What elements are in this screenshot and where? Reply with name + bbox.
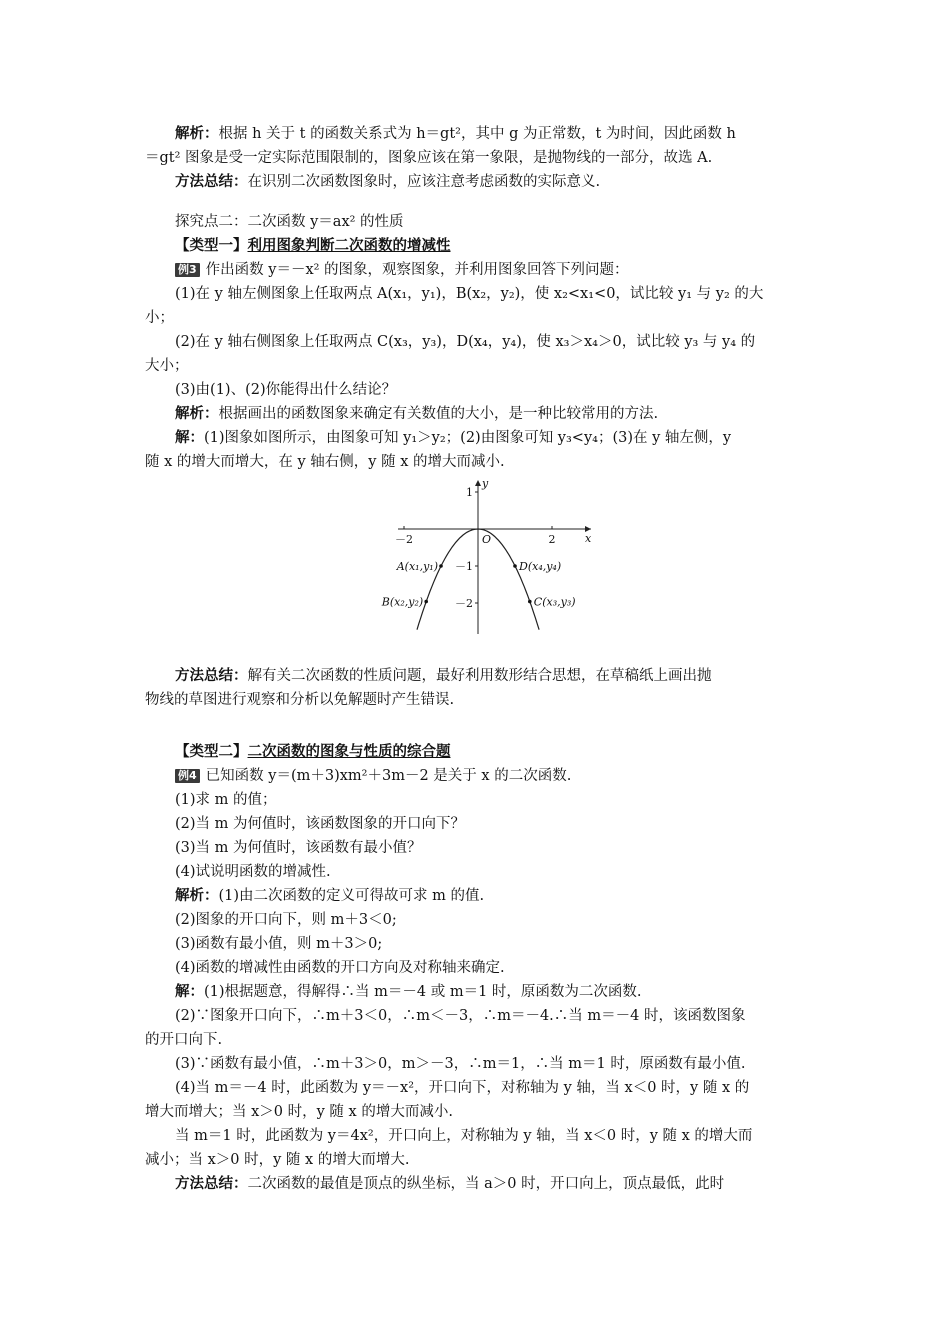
y-tick-label: －1	[455, 560, 473, 573]
section-heading: 探究点二：二次函数 y＝ax² 的性质	[175, 214, 404, 230]
example-prompt: 例4 已知函数 y＝(m＋3)xm²＋3m－2 是关于 x 的二次函数.	[145, 764, 810, 788]
text-line: (2)当 m 为何值时，该函数图象的开口向下？	[175, 816, 466, 832]
data-point	[439, 564, 443, 568]
example-badge: 例3	[175, 263, 200, 277]
type-heading: 【类型一】利用图象判断二次函数的增减性	[175, 237, 451, 254]
text-line: ＝gt² 图象是受一定实际范围限制的，图象应该在第一象限，是抛物线的一部分，故选 A.	[145, 150, 713, 166]
text-line: 物线的草图进行观察和分析以免解题时产生错误.	[145, 692, 455, 708]
text-line: 方法总结：二次函数的最值是顶点的纵坐标，当 a＞0 时，开口向上，顶点最低，此时	[175, 1175, 725, 1192]
inline-label: 解析：	[175, 125, 219, 142]
x-tick-label: －2	[395, 533, 413, 546]
text-line: (3)函数有最小值，则 m＋3＞0;	[175, 936, 383, 952]
text-line: 减小；当 x＞0 时，y 随 x 的增大而增大.	[145, 1152, 410, 1168]
text-line: 解：(1)根据题意，得解得∴当 m＝－4 或 m＝1 时，原函数为二次函数.	[175, 983, 642, 1000]
text-line: (2)图象的开口向下，则 m＋3＜0;	[175, 912, 397, 928]
example-prompt: 例3 作出函数 y＝－x² 的图象，观察图象，并利用图象回答下列问题：	[145, 258, 810, 282]
origin-label: O	[482, 533, 492, 546]
text-line: 解析：根据 h 关于 t 的函数关系式为 h＝gt²，其中 g 为正常数，t 为时间，因此函数 h	[175, 125, 736, 142]
y-axis-label: y	[482, 477, 489, 490]
text-line: 小；	[145, 310, 174, 326]
text-line: 解析：根据画出的函数图象来确定有关数值的大小，是一种比较常用的方法.	[175, 405, 659, 422]
data-point	[424, 600, 428, 604]
text-line: 解：(1)图象如图所示，由图象可知 y₁＞y₂；(2)由图象可知 y₃<y₄；(3)在 y 轴左侧，y	[175, 429, 732, 446]
x-axis-label: x	[585, 532, 592, 545]
point-label: B(x₂,y₂)	[381, 595, 424, 609]
text-line: (3)当 m 为何值时，该函数有最小值？	[175, 840, 422, 856]
text-line: 解析：(1)由二次函数的定义可得故可求 m 的值.	[175, 887, 485, 904]
text-line: 增大而增大；当 x＞0 时，y 随 x 的增大而减小.	[145, 1104, 453, 1120]
text-line: 的开口向下.	[145, 1032, 223, 1048]
text-line: 方法总结：在识别二次函数图象时，应该注意考虑函数的实际意义.	[175, 173, 601, 190]
text-line: (1)在 y 轴左侧图象上任取两点 A(x₁，y₁)，B(x₂，y₂)，使 x₂<x₁<0，试比较 y₁ 与 y₂ 的大	[175, 286, 764, 302]
text-line: (2)在 y 轴右侧图象上任取两点 C(x₃，y₃)，D(x₄，y₄)，使 x₃＞x₄＞0，试比较 y₃ 与 y₄ 的	[175, 334, 756, 350]
example-badge: 例4	[175, 769, 200, 783]
y-tick-label: －2	[455, 597, 473, 610]
point-label: A(x₁,y₁)	[396, 560, 438, 573]
text-line: (4)函数的增减性由函数的开口方向及对称轴来确定.	[175, 960, 505, 976]
y-axis-arrow	[475, 480, 481, 486]
text-line: 方法总结：解有关二次函数的性质问题，最好利用数形结合思想，在草稿纸上画出抛	[175, 667, 712, 684]
type-heading: 【类型二】二次函数的图象与性质的综合题	[175, 743, 451, 760]
data-point	[513, 564, 517, 568]
text-line: (4)试说明函数的增减性.	[175, 864, 331, 880]
parabola-figure	[145, 476, 810, 658]
parabola-graph	[381, 476, 598, 636]
point-label: C(x₃,y₃)	[533, 595, 576, 609]
text-line: (4)当 m＝－4 时，此函数为 y＝－x²，开口向下，对称轴为 y 轴，当 x＜0 时，y 随 x 的	[175, 1080, 750, 1096]
x-tick-label: 2	[548, 533, 556, 546]
y-tick-label: 1	[466, 486, 473, 499]
inline-label: 方法总结：	[175, 173, 248, 190]
text-line: (1)求 m 的值；	[175, 792, 277, 808]
text-line: 随 x 的增大而增大，在 y 轴右侧，y 随 x 的增大而减小.	[145, 454, 505, 470]
document-page	[145, 122, 810, 1196]
text-line: (2)∵图象开口向下，∴m＋3＜0，∴m＜－3，∴m＝－4.∴当 m＝－4 时，该函数图象	[175, 1008, 746, 1024]
text-line: 当 m＝1 时，此函数为 y＝4x²，开口向上，对称轴为 y 轴，当 x＜0 时，y 随 x 的增大而	[175, 1128, 753, 1144]
text-line: (3)∵函数有最小值，∴m＋3＞0，m＞－3，∴m＝1，∴当 m＝1 时，原函数有最小值.	[175, 1056, 746, 1072]
data-point	[528, 600, 532, 604]
text-line: (3)由(1)、(2)你能得出什么结论？	[175, 382, 397, 398]
text-line: 大小；	[145, 358, 189, 374]
point-label: D(x₄,y₄)	[519, 560, 562, 573]
